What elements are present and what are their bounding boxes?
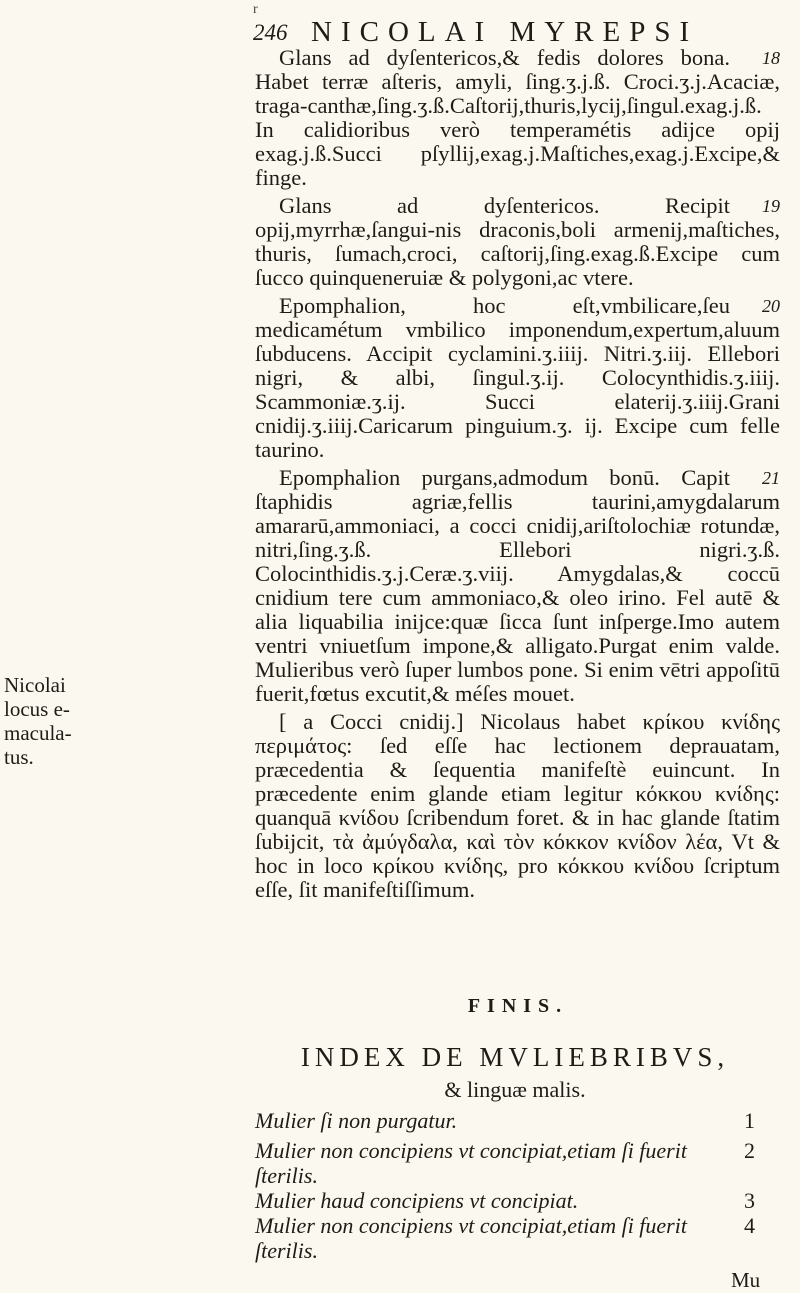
paragraph-text: Epomphalion purgans,admodum bonū. Capit ſtaphidis agriæ,fellis taurini,amygdalarum amararū,ammoniaci, a cocci cnidij,ariſtolochiæ rotundæ, nitri,ſing.ʒ.ß. Ellebori nigri.ʒ.ß. Colocinthidis.ʒ.j.Ceræ.ʒ.viij. Amygdalas,& coccū cnidium tere cum ammoniaco,& oleo irino. Fel autē & alia liquabilia inijce:quæ ſicca ſunt inſperge.Imo autem ventri vniuetſum impone,& alligato.Purgat enim valde. Mulieribus verò ſuper lumbos pone. Si enim vētri appoſitū fuerit,fœtus excutit,& méſes mouet. bbox=[255, 465, 780, 706]
page-number: 246 bbox=[253, 20, 288, 45]
margin-note bbox=[4, 673, 86, 769]
margin-note-line: locus e- bbox=[4, 697, 70, 721]
paragraph-number: 19 bbox=[762, 196, 780, 216]
index-entry bbox=[255, 1138, 755, 1188]
index-subheading: & linguæ malis. bbox=[444, 1077, 586, 1102]
index-heading: INDEX DE MVLIEBRIBVS, bbox=[300, 1042, 730, 1072]
catchword: Mu bbox=[731, 1268, 761, 1292]
index-entry bbox=[255, 1213, 755, 1263]
index-entry-text: Mulier non concipiens vt concipiat,etiam ſi fuerit ſterilis. bbox=[255, 1138, 687, 1188]
index-entry-text: Mulier non concipiens vt concipiat,etiam ſi fuerit ſterilis. bbox=[255, 1213, 687, 1263]
index-entry-page: 1 bbox=[744, 1108, 755, 1133]
index-entry bbox=[255, 1108, 755, 1133]
running-head: NICOLAI MYREPSI bbox=[311, 16, 699, 48]
margin-note-line: Nicolai bbox=[4, 673, 66, 697]
paragraph-number: 18 bbox=[762, 48, 780, 68]
index-entry-page: 2 bbox=[744, 1138, 755, 1163]
paragraph-text: Epomphalion, hoc eſt,vmbilicare,ſeu medicamétum vmbilico imponendum,expertum,aluum ſubducens. Accipit cyclamini.ʒ.iiij. Nitri.ʒ.iij. Ellebori nigri, & albi, ſingul.ʒ.ij. Colocynthidis.ʒ.iiij. Scammoniæ.ʒ.ij. Succi elaterij.ʒ.iiij.Grani cnidij.ʒ.iiij.Caricarum pinguium.ʒ. ij. Excipe cum felle taurino. bbox=[255, 293, 780, 462]
editorial-note: [ a Cocci cnidij.] Nicolaus habet κρίκου κνίδης περιμάτος: ſed eſſe hac lectionem deprauatam, præcedentia & ſequentia manifeſtè euincunt. In præcedente enim glande etiam legitur κόκκου κνίδης: quanquā κνίδου ſcribendum foret. & in hac glande ſtatim ſubijcit, τὰ ἀμύγδαλα, καὶ τὸν κόκκον κνίδον λέα, Vt & hoc in loco κρίκου κνίδης, pro κόκκου κνίδου ſcriptum eſſe, ſit manifeſtiſſimum. bbox=[255, 709, 780, 902]
page-header bbox=[253, 16, 773, 48]
index-entry bbox=[255, 1188, 755, 1213]
paragraph-number: 21 bbox=[762, 468, 780, 488]
index-entry-page: 3 bbox=[744, 1188, 755, 1213]
paragraph-2 bbox=[255, 194, 780, 290]
main-text bbox=[255, 46, 780, 906]
paragraph-4 bbox=[255, 466, 780, 706]
corner-mark: r bbox=[253, 2, 258, 17]
index-entry-text: Mulier ſi non purgatur. bbox=[255, 1108, 458, 1133]
index-list bbox=[255, 1108, 755, 1263]
paragraph-text: Glans ad dyſentericos,& fedis dolores bona. Habet terræ aſteris, amyli, ſing.ʒ.j.ß. Croci.ʒ.j.Acaciæ, traga-canthæ,ſing.ʒ.ß.Caſtorij,thuris,lycij,ſingul.exag.j.ß. In calidioribus verò temperamétis adijce opij exag.j.ß.Succi pſyllij,exag.j.Maſtiches,exag.j.Excipe,& finge. bbox=[255, 45, 780, 190]
index-entry-text: Mulier haud concipiens vt concipiat. bbox=[255, 1188, 579, 1213]
paragraph-number: 20 bbox=[762, 296, 780, 316]
finis-heading: FINIS. bbox=[467, 995, 569, 1017]
paragraph-1 bbox=[255, 46, 780, 190]
margin-note-line: tus. bbox=[4, 745, 34, 769]
margin-note-line: macula- bbox=[4, 721, 72, 745]
paragraph-3 bbox=[255, 294, 780, 462]
paragraph-text: Glans ad dyſentericos. Recipit opij,myrrhæ,ſangui-nis draconis,boli armenij,maſtiches, thuris, ſumach,croci, caſtorij,ſing.exag.ß.Excipe cum ſucco quinqueneruiæ & polygoni,ac vtere. bbox=[255, 193, 780, 290]
index-entry-page: 4 bbox=[744, 1213, 755, 1238]
